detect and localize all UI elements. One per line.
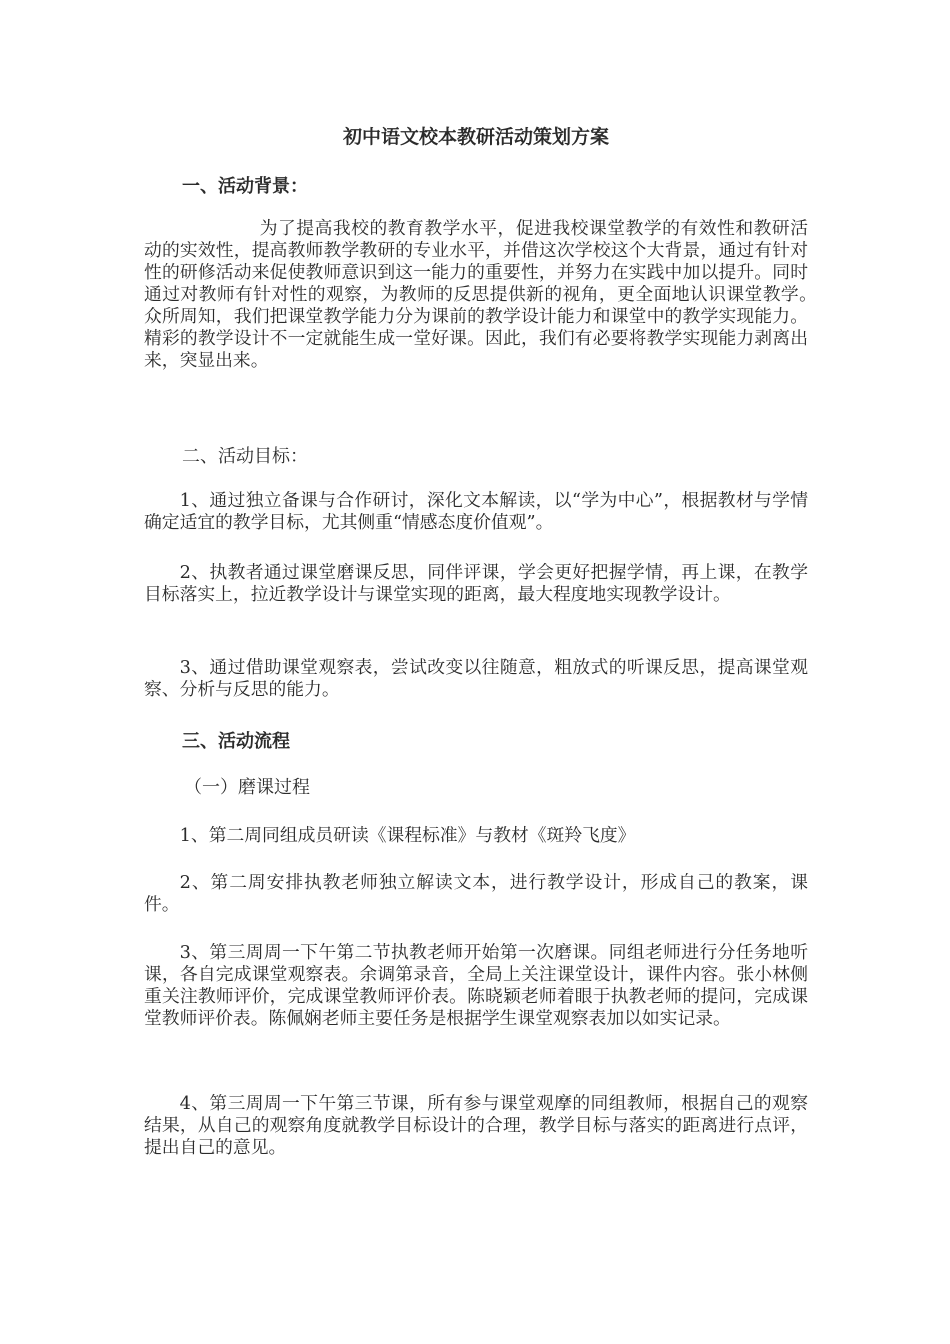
section-heading-process: 三、活动流程: [182, 731, 290, 752]
goal-item-3: 3、通过借助课堂观察表，尝试改变以往随意，粗放式的听课反思，提高课堂观察、分析与反思的能力。: [144, 657, 808, 700]
section-heading-goals: 二、活动目标：: [182, 446, 308, 467]
process-item-1: 1、第二周同组成员研读《课程标准》与教材《斑羚飞度》: [179, 825, 636, 846]
process-subheading: （一）磨课过程: [184, 777, 310, 798]
process-item-3: 3、第三周周一下午第二节执教老师开始第一次磨课。同组老师进行分任务地听课，各自完成课堂观察表。余调第录音，全局上关注课堂设计，课件内容。张小林侧重关注教师评价，完成课堂教师评价表。陈晓颖老师着眼于执教老师的提问，完成课堂教师评价表。陈佩娴老师主要任务是根据学生课堂观察表加以如实记录。: [144, 942, 808, 1029]
section-heading-background: 一、活动背景：: [182, 176, 308, 197]
goal-item-2: 2、执教者通过课堂磨课反思，同伴评课，学会更好把握学情，再上课，在教学目标落实上，拉近教学设计与课堂实现的距离，最大程度地实现教学设计。: [144, 562, 808, 605]
background-paragraph: 为了提高我校的教育教学水平，促进我校课堂教学的有效性和教研活动的实效性，提高教师教学教研的专业水平，并借这次学校这个大背景，通过有针对性的研修活动来促使教师意识到这一能力的重要性，并努力在实践中加以提升。同时通过对教师有针对性的观察，为教师的反思提供新的视角，更全面地认识课堂教学。 众所周知，我们把课堂教学能力分为课前的教学设计能力和课堂中的教学实现能力。精彩的教学设计不一定就能生成一堂好课。因此，我们有必要将教学实现能力剥离出来，突显出来。: [144, 218, 826, 371]
document-title: 初中语文校本教研活动策划方案: [342, 126, 609, 148]
goal-item-1: 1、通过独立备课与合作研讨，深化文本解读，以“学为中心”，根据教材与学情确定适宜的教学目标，尤其侧重“情感态度价值观”。: [144, 490, 808, 533]
process-item-4: 4、第三周周一下午第三节课，所有参与课堂观摩的同组教师，根据自己的观察结果，从自己的观察角度就教学目标设计的合理，教学目标与落实的距离进行点评，提出自己的意见。: [144, 1093, 808, 1158]
process-item-2: 2、第二周安排执教老师独立解读文本，进行教学设计，形成自己的教案，课件。: [144, 872, 808, 915]
